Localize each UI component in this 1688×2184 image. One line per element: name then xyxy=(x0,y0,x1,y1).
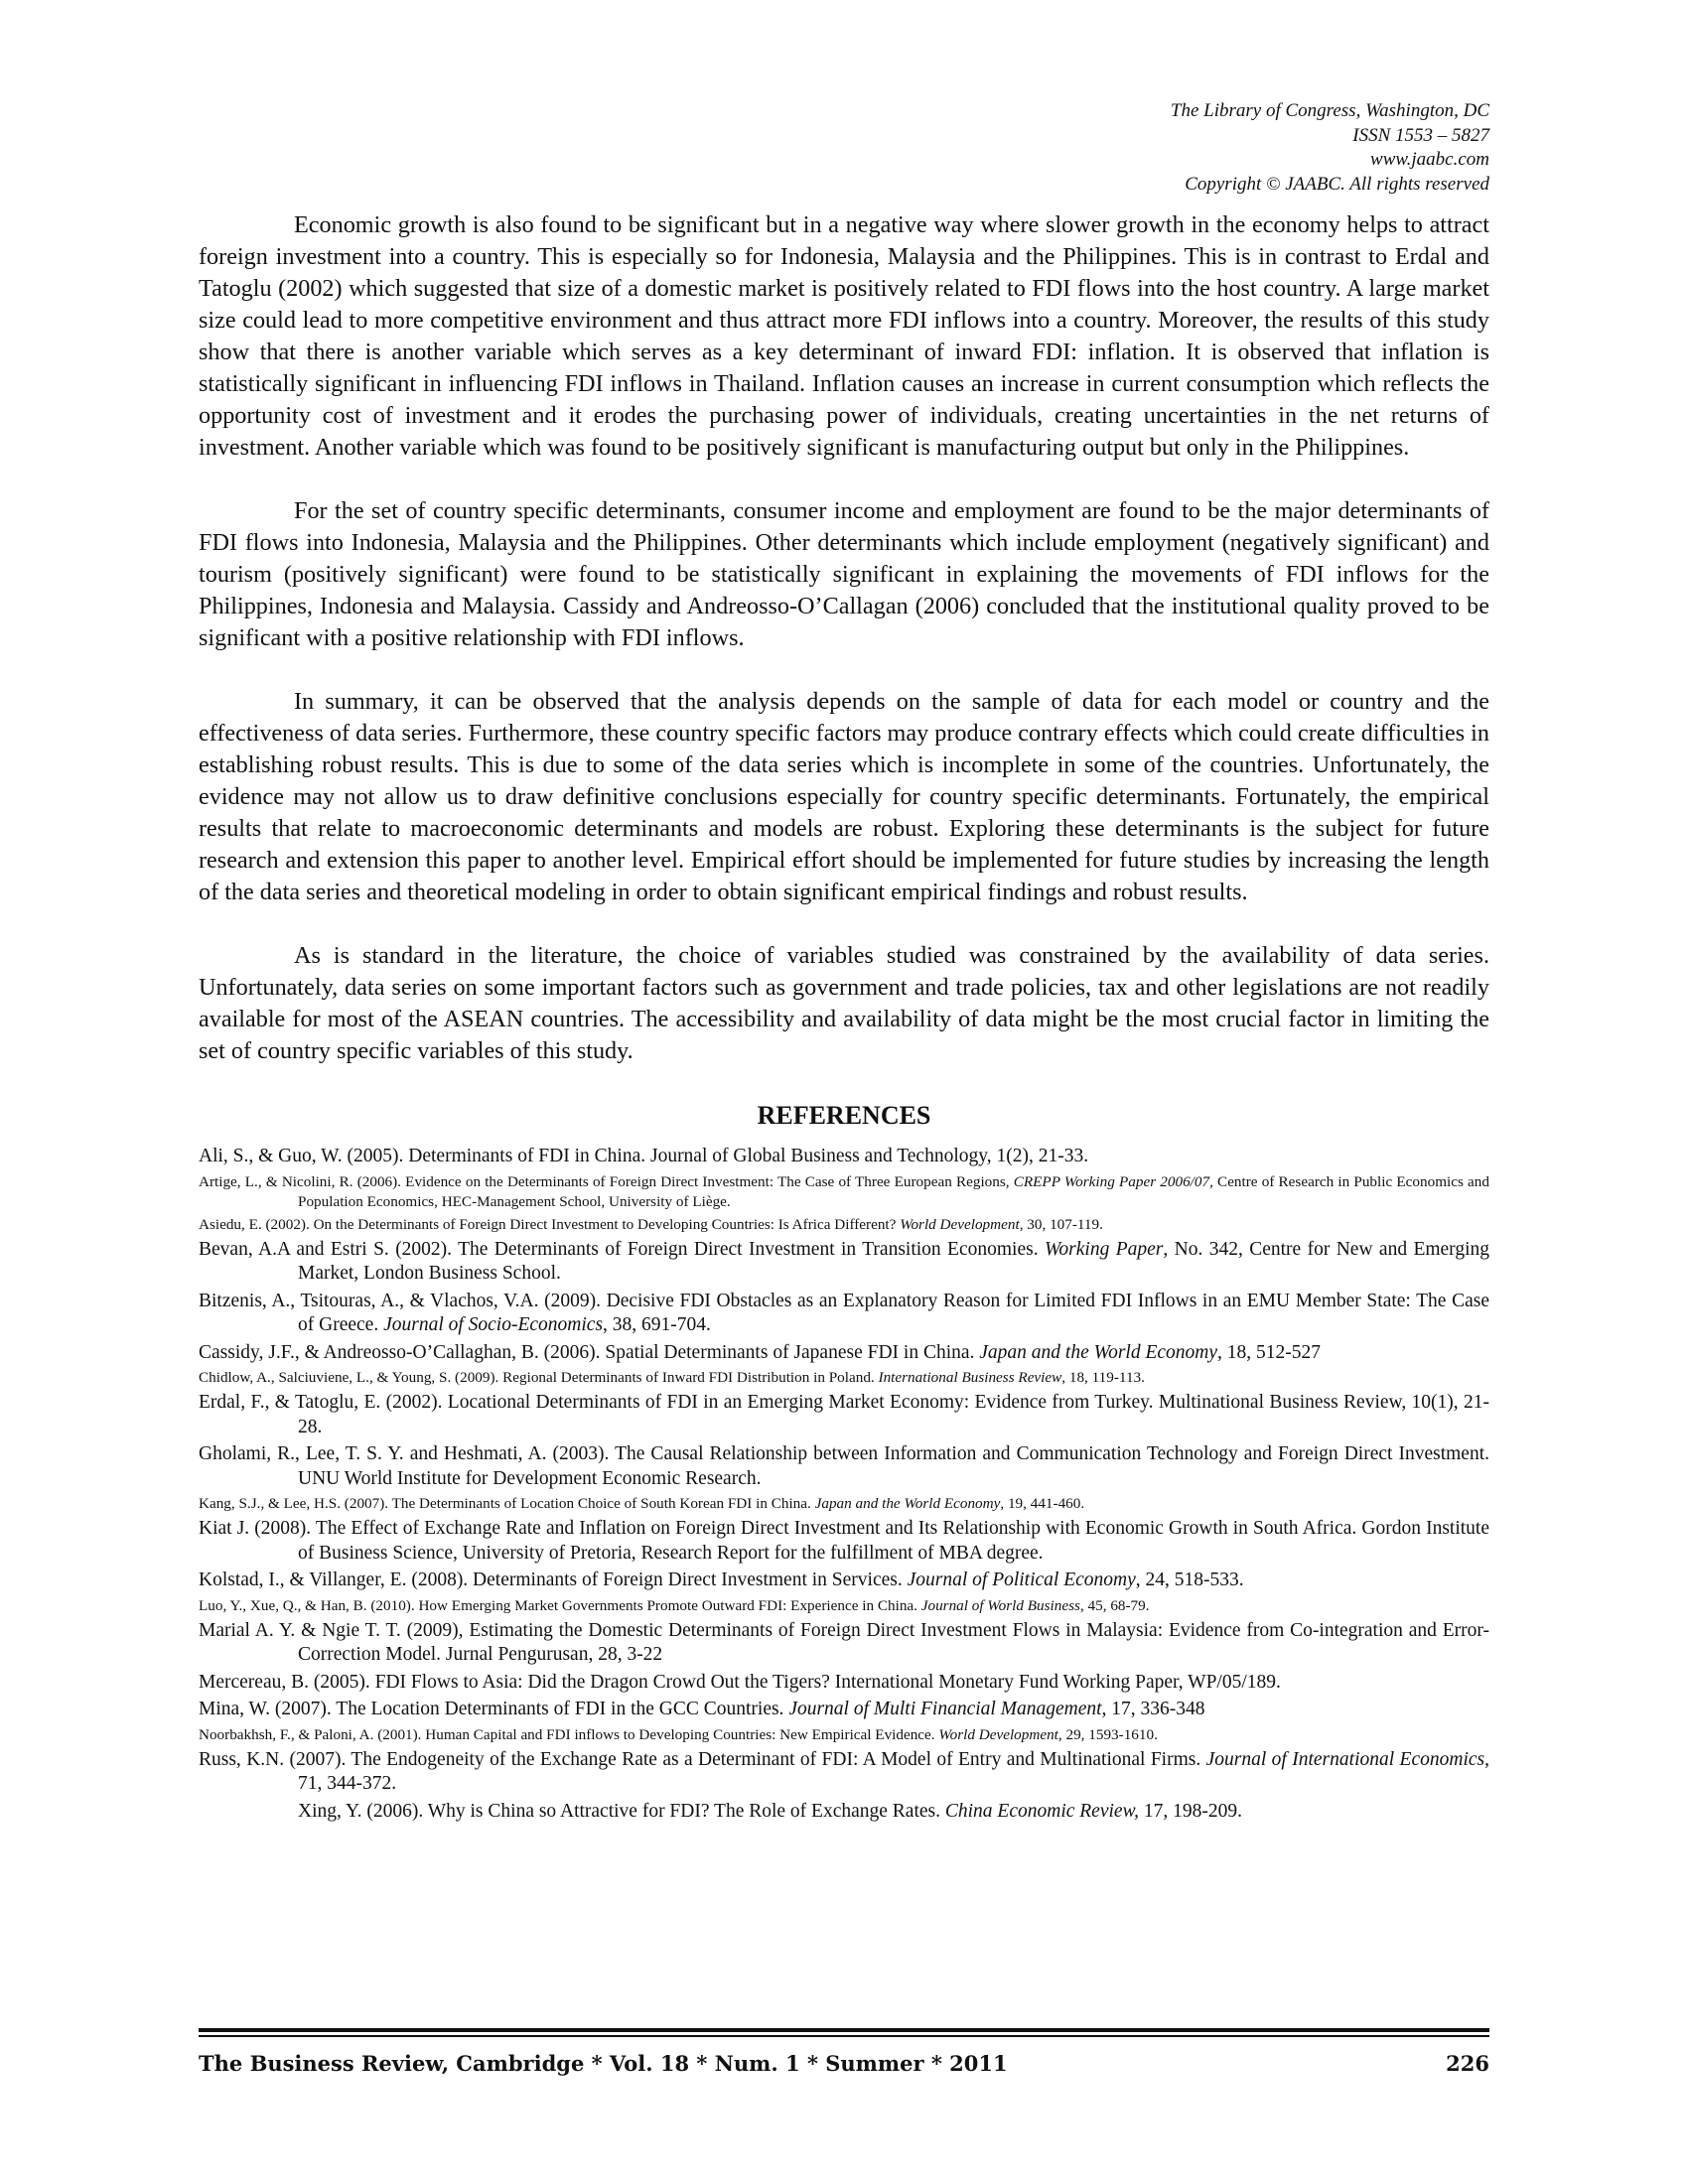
reference-journal: Japan and the World Economy xyxy=(979,1341,1218,1363)
reference-text: Ali, S., & Guo, W. (2005). Determinants of FDI in China. Journal of Global Business and Technology, 1(2), 21-33. xyxy=(199,1146,1089,1166)
reference-text: Noorbakhsh, F., & Paloni, A. (2001). Human Capital and FDI inflows to Developing Countries: New Empirical Evidence. xyxy=(199,1725,939,1743)
reference-text: Kolstad, I., & Villanger, E. (2008). Determinants of Foreign Direct Investment in Services. xyxy=(199,1570,908,1590)
reference-text: Erdal, F., & Tatoglu, E. (2002). Locational Determinants of FDI in an Emerging Market Economy: Evidence from Turkey. Multinational Business Review, 10(1), 21-28. xyxy=(199,1392,1489,1437)
reference-details: Centre of Research in Public Economics and Population Economics, HEC-Management School, University of Liège. xyxy=(298,1172,1489,1210)
body-paragraph: Economic growth is also found to be significant but in a negative way where slower growth in the economy helps to attract foreign investment into a country. This is especially so for Indonesia, Malaysia and the Philippines. This is in contrast to Erdal and Tatoglu (2002) which suggested that size of a domestic market is positively related to FDI flows into the host country. A large market size could lead to more competitive environment and thus attract more FDI inflows into a country. Moreover, the results of this study show that there is another variable which serves as a key determinant of inward FDI: inflation. It is observed that inflation is statistically significant in influencing FDI inflows in Thailand. Inflation causes an increase in current consumption which reflects the opportunity cost of investment and it erodes the purchasing power of individuals, creating uncertainties in the net returns of investment. Another variable which was found to be positively significant is manufacturing output but only in the Philippines. xyxy=(199,211,1489,461)
reference-journal: Japan and the World Economy xyxy=(814,1495,1001,1512)
reference-item xyxy=(199,1215,1489,1235)
reference-item xyxy=(199,1619,1489,1668)
footer-rule-thin xyxy=(199,2035,1489,2037)
reference-details: , 38, 691-704. xyxy=(603,1314,711,1335)
reference-item xyxy=(199,1145,1489,1169)
reference-details: , 18, 512-527 xyxy=(1217,1341,1322,1363)
reference-item xyxy=(199,1368,1489,1388)
header-website: www.jaabc.com xyxy=(1370,149,1489,170)
reference-text: Marial A. Y. & Ngie T. T. (2009), Estimating the Domestic Determinants of Foreign Direct Investment Flows in Malaysia: Evidence from Co-integration and Error-Correction Model. Jurnal Pengurusan, 28, 3-22 xyxy=(199,1619,1489,1665)
header-copyright: Copyright © JAABC. All rights reserved xyxy=(1185,173,1489,195)
reference-journal: International Business Review xyxy=(878,1369,1062,1386)
reference-text: Kiat J. (2008). The Effect of Exchange Rate and Inflation on Foreign Direct Investment and Its Relationship with Economic Growth in South Africa. Gordon Institute of Business Science, University of Pretoria, Research Report for the fulfillment of MBA degree. xyxy=(199,1518,1489,1564)
reference-journal: China Economic Review, xyxy=(944,1800,1139,1822)
reference-journal: World Development xyxy=(900,1215,1020,1233)
reference-details: , 19, 441-460. xyxy=(1000,1495,1085,1512)
reference-item xyxy=(199,1748,1489,1797)
reference-item xyxy=(199,1698,1489,1722)
reference-item xyxy=(199,1517,1489,1566)
reference-details: , 18, 119-113. xyxy=(1061,1369,1145,1386)
reference-details: , 71, 344-372. xyxy=(298,1748,1489,1794)
reference-text: Chidlow, A., Salciuviene, L., & Young, S. (2009). Regional Determinants of Inward FDI Distribution in Poland. xyxy=(199,1369,879,1386)
reference-journal: CREPP Working Paper 2006/07, xyxy=(1013,1172,1213,1190)
reference-text: Russ, K.N. (2007). The Endogeneity of the Exchange Rate as a Determinant of FDI: A Model of Entry and Multinational Firms. xyxy=(199,1748,1206,1770)
reference-text: Bevan, A.A and Estri S. (2002). The Determinants of Foreign Direct Investment in Transition Economies. xyxy=(199,1238,1045,1260)
reference-item xyxy=(199,1238,1489,1287)
reference-text: Kang, S.J., & Lee, H.S. (2007). The Determinants of Location Choice of South Korean FDI in China. xyxy=(199,1495,815,1512)
reference-details: , 30, 107-119. xyxy=(1019,1215,1103,1233)
reference-journal: Journal of Socio-Economics xyxy=(383,1314,604,1335)
reference-item xyxy=(199,1341,1489,1366)
page-number: 226 xyxy=(1446,2051,1489,2076)
reference-list xyxy=(199,1145,1489,1824)
reference-item xyxy=(199,1391,1489,1439)
references-heading: REFERENCES xyxy=(757,1101,931,1130)
running-header xyxy=(794,99,1489,197)
reference-item xyxy=(199,1671,1489,1696)
reference-item xyxy=(199,1290,1489,1338)
reference-details: , 17, 336-348 xyxy=(1101,1699,1205,1719)
reference-details: , 45, 68-79. xyxy=(1079,1596,1150,1614)
reference-journal: Journal of Multi Financial Management xyxy=(788,1699,1102,1719)
reference-item xyxy=(199,1569,1489,1593)
header-publisher: The Library of Congress, Washington, DC xyxy=(1170,100,1489,121)
reference-item xyxy=(199,1800,1489,1825)
reference-details: , 29, 1593-1610. xyxy=(1057,1725,1158,1743)
reference-journal: Working Paper xyxy=(1044,1238,1164,1260)
body-paragraph: As is standard in the literature, the choice of variables studied was constrained by the availability of data series. Unfortunately, data series on some important factors such as government and trade policies, tax and other legislations are not readily available for most of the ASEAN countries. The accessibility and availability of data might be the most crucial factor in limiting the set of country specific variables of this study. xyxy=(199,942,1489,1064)
header-issn: ISSN 1553 – 5827 xyxy=(1352,124,1489,146)
reference-text: Asiedu, E. (2002). On the Determinants of Foreign Direct Investment to Developing Countries: Is Africa Different? xyxy=(199,1215,901,1233)
reference-text: Mina, W. (2007). The Location Determinants of FDI in the GCC Countries. xyxy=(199,1699,789,1719)
article-body xyxy=(199,209,1489,1827)
reference-journal: Journal of International Economics xyxy=(1205,1748,1485,1770)
reference-text: Cassidy, J.F., & Andreosso-O’Callaghan, B. (2006). Spatial Determinants of Japanese FDI in China. xyxy=(199,1341,980,1363)
reference-text: Gholami, R., Lee, T. S. Y. and Heshmati, A. (2003). The Causal Relationship between Information and Communication Technology and Foreign Direct Investment. UNU World Institute for Development Economic Research. xyxy=(199,1443,1489,1489)
reference-text: Mercereau, B. (2005). FDI Flows to Asia: Did the Dragon Crowd Out the Tigers? International Monetary Fund Working Paper, WP/05/189. xyxy=(199,1671,1281,1693)
reference-journal: Journal of World Business xyxy=(920,1596,1080,1614)
reference-text: Artige, L., & Nicolini, R. (2006). Evidence on the Determinants of Foreign Direct Investment: The Case of Three European Regions, xyxy=(199,1172,1014,1190)
reference-text: Xing, Y. (2006). Why is China so Attractive for FDI? The Role of Exchange Rates. xyxy=(298,1800,945,1822)
footer-journal-info: The Business Review, Cambridge * Vol. 18 * Num. 1 * Summer * 2011 xyxy=(199,2051,1008,2076)
reference-details: 17, 198-209. xyxy=(1139,1800,1242,1822)
reference-text: Bitzenis, A., Tsitouras, A., & Vlachos, V.A. (2009). Decisive FDI Obstacles as an Explanatory Reason for Limited FDI Inflows in an EMU Member State: The Case of Greece. xyxy=(199,1290,1489,1335)
reference-item xyxy=(199,1172,1489,1212)
reference-item xyxy=(199,1596,1489,1616)
reference-text: Luo, Y., Xue, Q., & Han, B. (2010). How Emerging Market Governments Promote Outward FDI: Experience in China. xyxy=(199,1596,921,1614)
reference-item xyxy=(199,1442,1489,1491)
footer-rule xyxy=(199,2028,1489,2032)
reference-item xyxy=(199,1494,1489,1514)
body-paragraph: In summary, it can be observed that the analysis depends on the sample of data for each model or country and the effectiveness of data series. Furthermore, these country specific factors may produce contrary effects which could create difficulties in establishing robust results. This is due to some of the data series which is incomplete in some of the countries. Unfortunately, the evidence may not allow us to draw definitive conclusions especially for country specific determinants. Fortunately, the empirical results that relate to macroeconomic determinants and models are robust. Exploring these determinants is the subject for future research and extension this paper to another level. Empirical effort should be implemented for future studies by increasing the length of the data series and theoretical modeling in order to obtain significant empirical findings and robust results. xyxy=(199,688,1489,905)
reference-item xyxy=(199,1725,1489,1745)
reference-journal: Journal of Political Economy xyxy=(907,1570,1136,1590)
reference-journal: World Development xyxy=(938,1725,1058,1743)
reference-details: , 24, 518-533. xyxy=(1135,1570,1244,1590)
body-paragraph: For the set of country specific determinants, consumer income and employment are found to be the major determinants of FDI flows into Indonesia, Malaysia and the Philippines. Other determinants which include employment (negatively significant) and tourism (positively significant) were found to be statistically significant in explaining the movements of FDI inflows for the Philippines, Indonesia and Malaysia. Cassidy and Andreosso-O’Callagan (2006) concluded that the institutional quality proved to be significant with a positive relationship with FDI inflows. xyxy=(199,497,1489,651)
reference-details: , No. 342, Centre for New and Emerging Market, London Business School. xyxy=(298,1238,1489,1284)
